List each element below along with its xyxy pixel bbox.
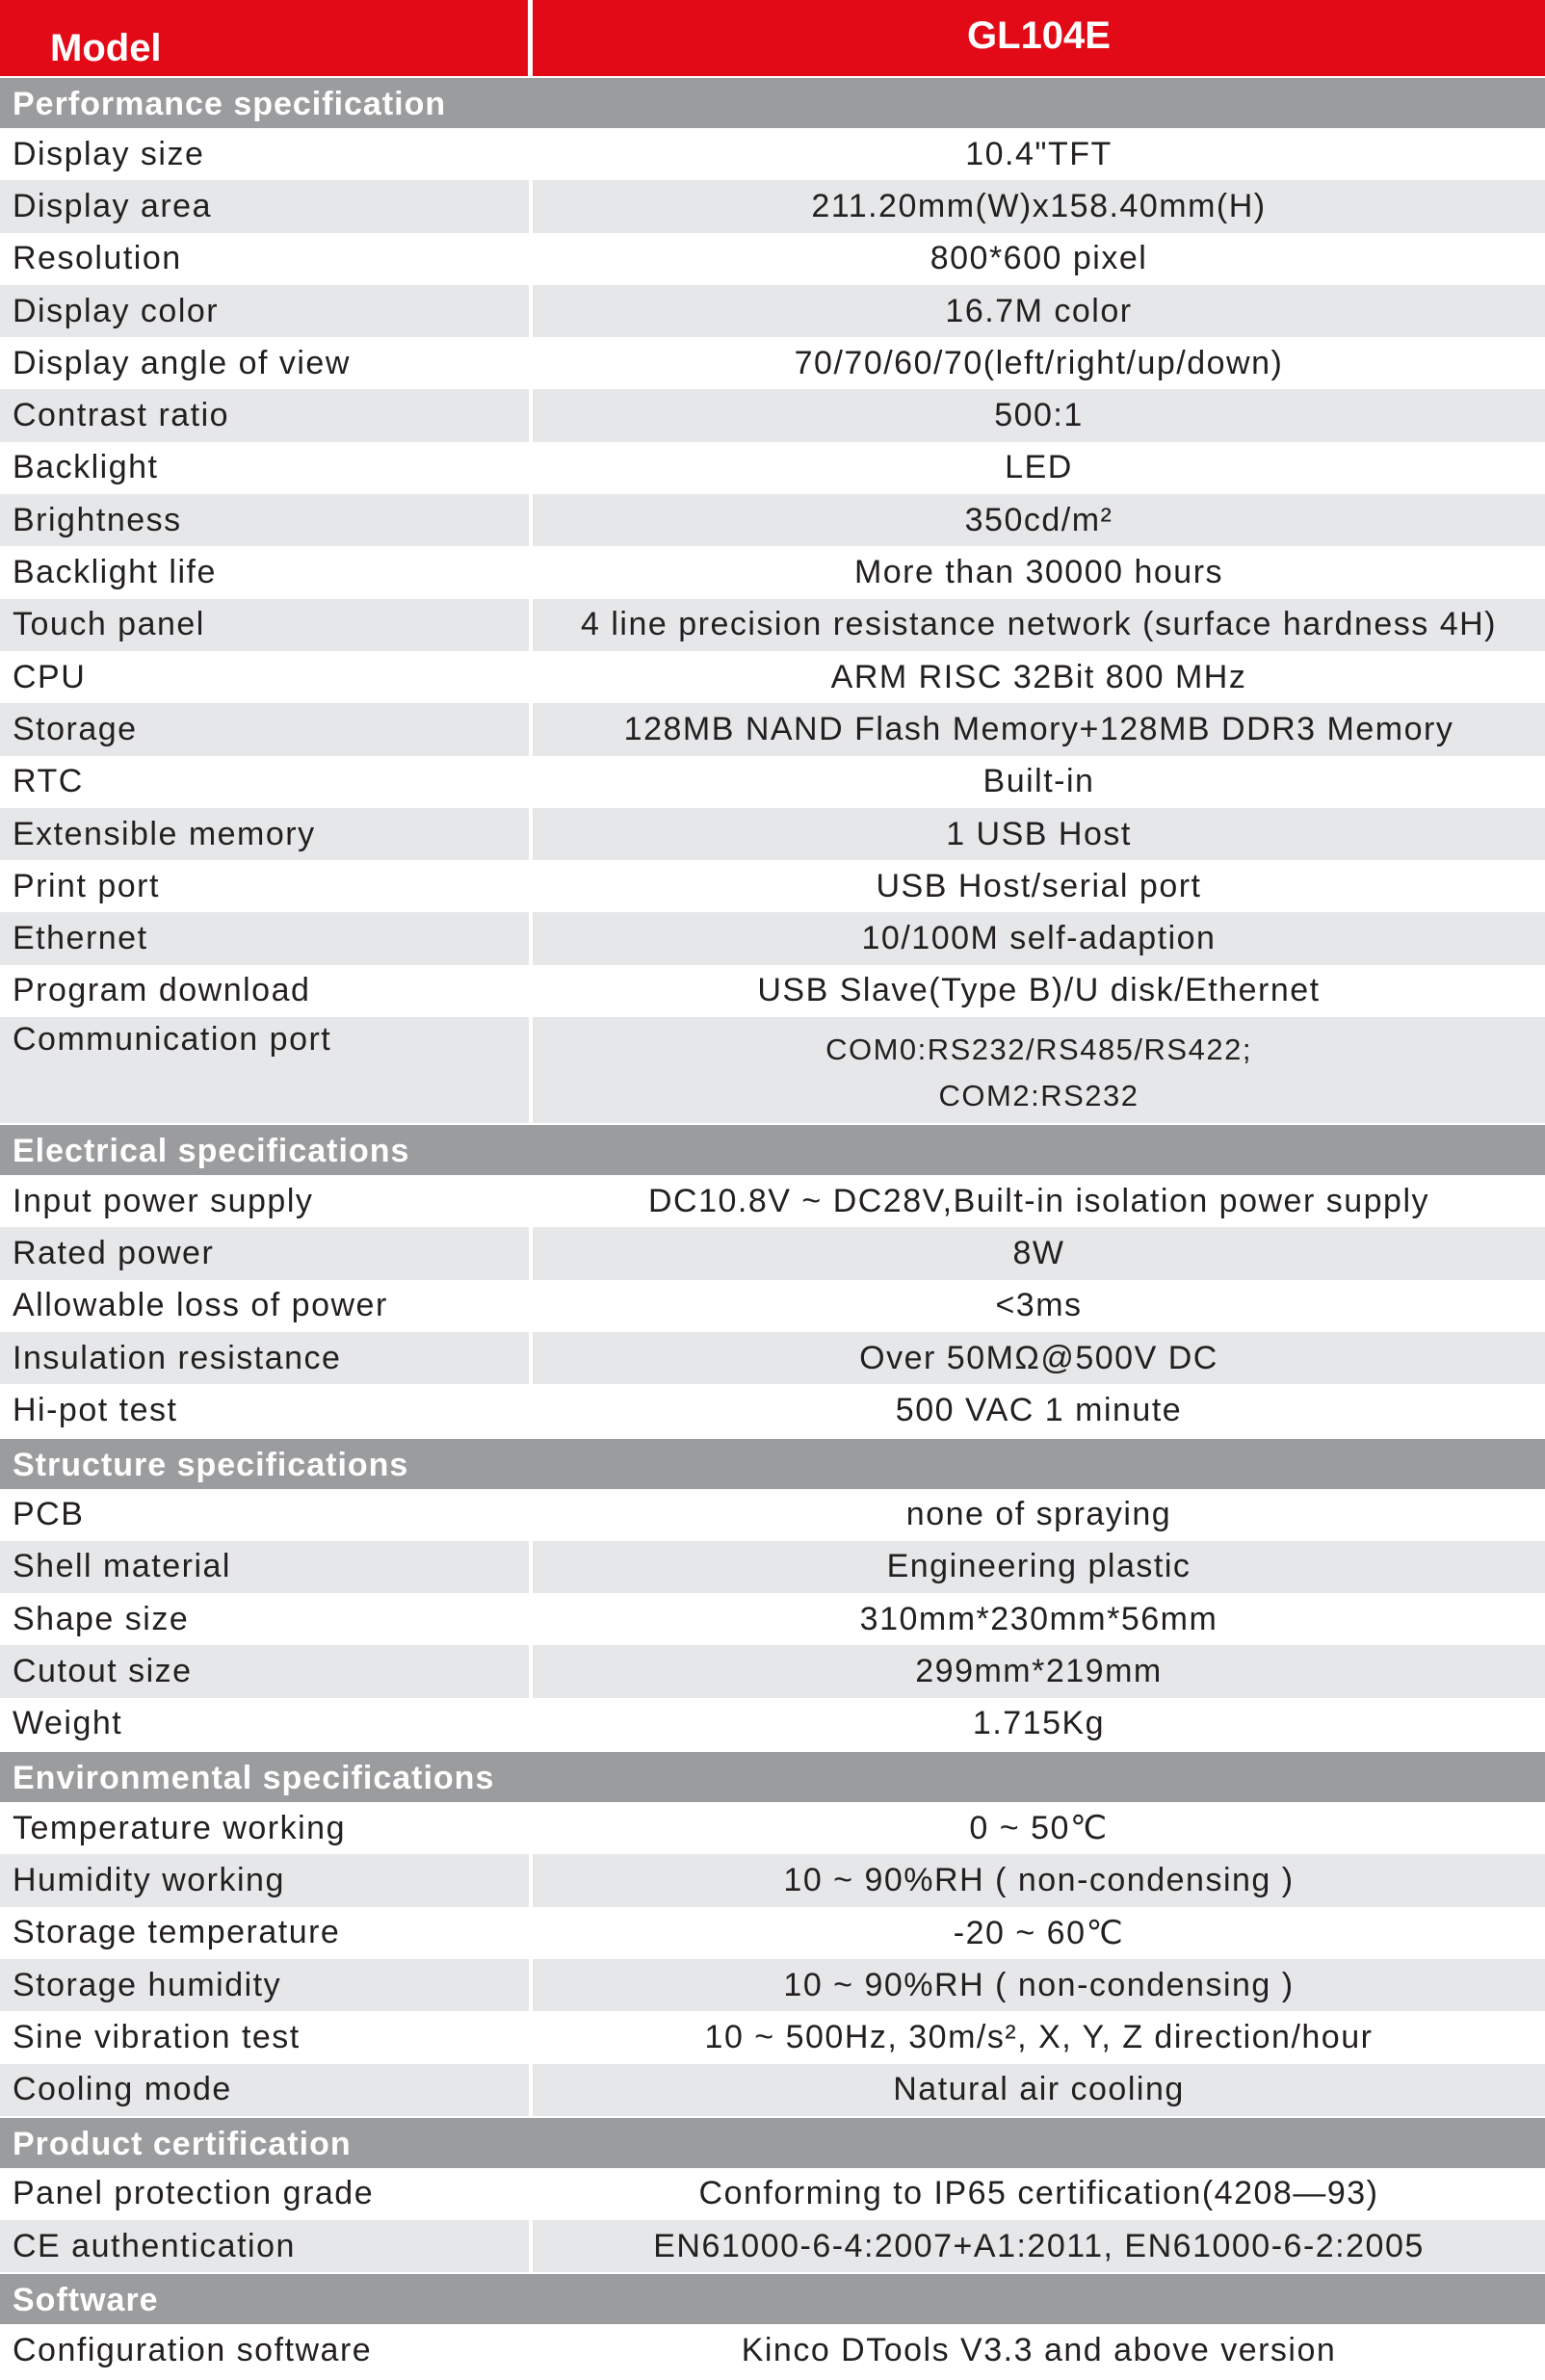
spec-label: Sine vibration test <box>0 2011 533 2063</box>
spec-label: Brightness <box>0 494 533 546</box>
spec-label: Communication port <box>0 1017 533 1123</box>
spec-value: Natural air cooling <box>893 2071 1185 2108</box>
spec-value: USB Host/serial port <box>876 867 1202 904</box>
model-value: GL104E <box>967 14 1111 57</box>
spec-value: More than 30000 hours <box>853 554 1224 591</box>
spec-value: 800*600 pixel <box>930 240 1148 277</box>
com-port-line-2: COM2:RS232 <box>938 1079 1139 1113</box>
spec-value: 10 ~ 500Hz, 30m/s², X, Y, Z direction/hour <box>704 2018 1374 2055</box>
spec-row <box>0 1959 1545 2011</box>
spec-label: Configuration software <box>0 2324 533 2376</box>
spec-row-communication <box>0 1017 1545 1123</box>
section-title: Performance specification <box>0 76 1545 128</box>
spec-value: 10 ~ 90%RH ( non-condensing ) <box>783 1966 1295 2003</box>
section-title: Environmental specifications <box>0 1750 1545 1802</box>
spec-label: CPU <box>0 651 533 703</box>
spec-label: Extensible memory <box>0 808 533 860</box>
spec-value: 211.20mm(W)x158.40mm(H) <box>811 187 1267 224</box>
spec-label: Input power supply <box>0 1175 533 1227</box>
spec-value: 70/70/60/70(left/right/up/down) <box>794 344 1284 381</box>
spec-label: Cutout size <box>0 1645 533 1697</box>
spec-value: EN61000-6-4:2007+A1:2011, EN61000-6-2:2005 <box>653 2227 1425 2264</box>
spec-value: 4 line precision resistance network (surface hardness 4H) <box>580 606 1497 643</box>
spec-value: 1 USB Host <box>946 815 1132 852</box>
spec-value: Engineering plastic <box>886 1548 1191 1585</box>
spec-label: Storage humidity <box>0 1959 533 2011</box>
spec-row <box>0 1802 1545 1854</box>
spec-value: 310mm*230mm*56mm <box>859 1600 1218 1637</box>
spec-row <box>0 494 1545 546</box>
spec-row <box>0 2011 1545 2063</box>
spec-row <box>0 1854 1545 1906</box>
spec-value: 299mm*219mm <box>915 1653 1163 1690</box>
spec-value: 0 ~ 50℃ <box>969 1810 1109 1847</box>
spec-row <box>0 2064 1545 2116</box>
spec-label: CE authentication <box>0 2220 533 2272</box>
spec-value: 16.7M color <box>945 292 1133 329</box>
section-title: Product certification <box>0 2116 1545 2168</box>
spec-row <box>0 1280 1545 1332</box>
spec-row <box>0 808 1545 860</box>
spec-value: 10/100M self-adaption <box>861 920 1217 957</box>
spec-label: Print port <box>0 860 533 912</box>
spec-value: USB Slave(Type B)/U disk/Ethernet <box>757 972 1321 1009</box>
spec-row <box>0 337 1545 389</box>
spec-row <box>0 1227 1545 1279</box>
spec-label: Rated power <box>0 1227 533 1279</box>
spec-value: 10.4"TFT <box>965 135 1113 172</box>
spec-row <box>0 1698 1545 1750</box>
spec-row <box>0 442 1545 494</box>
spec-row <box>0 1907 1545 1959</box>
spec-value: Built-in <box>982 763 1095 800</box>
spec-row <box>0 1541 1545 1593</box>
spec-row <box>0 756 1545 808</box>
spec-row <box>0 285 1545 337</box>
spec-value: <3ms <box>995 1287 1083 1324</box>
spec-label: Hi-pot test <box>0 1384 533 1436</box>
spec-row <box>0 912 1545 964</box>
spec-label: Allowable loss of power <box>0 1280 533 1332</box>
spec-label: Ethernet <box>0 912 533 964</box>
spec-row <box>0 703 1545 755</box>
spec-value: 128MB NAND Flash Memory+128MB DDR3 Memory <box>623 710 1454 747</box>
spec-value: -20 ~ 60℃ <box>953 1914 1125 1951</box>
spec-label: Display angle of view <box>0 337 533 389</box>
spec-label: Insulation resistance <box>0 1332 533 1384</box>
spec-label: Storage temperature <box>0 1907 533 1959</box>
spec-label: Resolution <box>0 233 533 285</box>
spec-label: Shape size <box>0 1593 533 1645</box>
spec-value: Kinco DTools V3.3 and above version <box>741 2332 1337 2369</box>
spec-label: Backlight life <box>0 546 533 598</box>
spec-row <box>0 1384 1545 1436</box>
section-title: Structure specifications <box>0 1437 1545 1489</box>
spec-row <box>0 1175 1545 1227</box>
spec-row <box>0 233 1545 285</box>
spec-row <box>0 546 1545 598</box>
spec-label: Temperature working <box>0 1802 533 1854</box>
spec-row <box>0 965 1545 1017</box>
spec-table <box>0 76 1545 2377</box>
model-header <box>0 0 1545 76</box>
spec-label: Contrast ratio <box>0 389 533 441</box>
spec-row <box>0 599 1545 651</box>
spec-label: Humidity working <box>0 1854 533 1906</box>
spec-label: Touch panel <box>0 599 533 651</box>
section-title: Software <box>0 2272 1545 2324</box>
spec-value: Conforming to IP65 certification(4208—93) <box>698 2175 1379 2212</box>
com-port-line-1: COM0:RS232/RS485/RS422; <box>825 1033 1252 1067</box>
spec-value: DC10.8V ~ DC28V,Built-in isolation power supply <box>647 1182 1430 1219</box>
spec-label: Storage <box>0 703 533 755</box>
spec-value <box>533 1017 1545 1123</box>
spec-value: 500 VAC 1 minute <box>895 1391 1183 1428</box>
spec-row <box>0 2168 1545 2220</box>
spec-label: Display area <box>0 180 533 232</box>
spec-label: Cooling mode <box>0 2064 533 2116</box>
spec-value: 10 ~ 90%RH ( non-condensing ) <box>783 1861 1295 1898</box>
spec-value: none of spraying <box>905 1496 1172 1533</box>
section-title: Electrical specifications <box>0 1123 1545 1175</box>
spec-label: Backlight <box>0 442 533 494</box>
spec-label: PCB <box>0 1489 533 1541</box>
spec-value: 500:1 <box>994 397 1084 434</box>
spec-value: 350cd/m² <box>964 501 1113 538</box>
spec-row <box>0 2220 1545 2272</box>
spec-value: 1.715Kg <box>972 1705 1106 1742</box>
spec-value: Over 50MΩ@500V DC <box>859 1339 1218 1376</box>
spec-row <box>0 1593 1545 1645</box>
spec-row <box>0 1489 1545 1541</box>
spec-label: Display size <box>0 128 533 180</box>
spec-row <box>0 1645 1545 1697</box>
spec-row <box>0 2324 1545 2376</box>
spec-row <box>0 1332 1545 1384</box>
spec-label: Program download <box>0 965 533 1017</box>
spec-value: 8W <box>1012 1234 1065 1271</box>
spec-value: ARM RISC 32Bit 800 MHz <box>830 658 1247 695</box>
spec-label: RTC <box>0 756 533 808</box>
spec-label: Shell material <box>0 1541 533 1593</box>
spec-label: Panel protection grade <box>0 2168 533 2220</box>
model-label: Model <box>0 0 533 76</box>
spec-row <box>0 128 1545 180</box>
spec-row <box>0 389 1545 441</box>
spec-row <box>0 651 1545 703</box>
spec-label: Weight <box>0 1698 533 1750</box>
spec-row <box>0 180 1545 232</box>
spec-label: Display color <box>0 285 533 337</box>
spec-value: LED <box>1005 449 1073 486</box>
spec-row <box>0 860 1545 912</box>
